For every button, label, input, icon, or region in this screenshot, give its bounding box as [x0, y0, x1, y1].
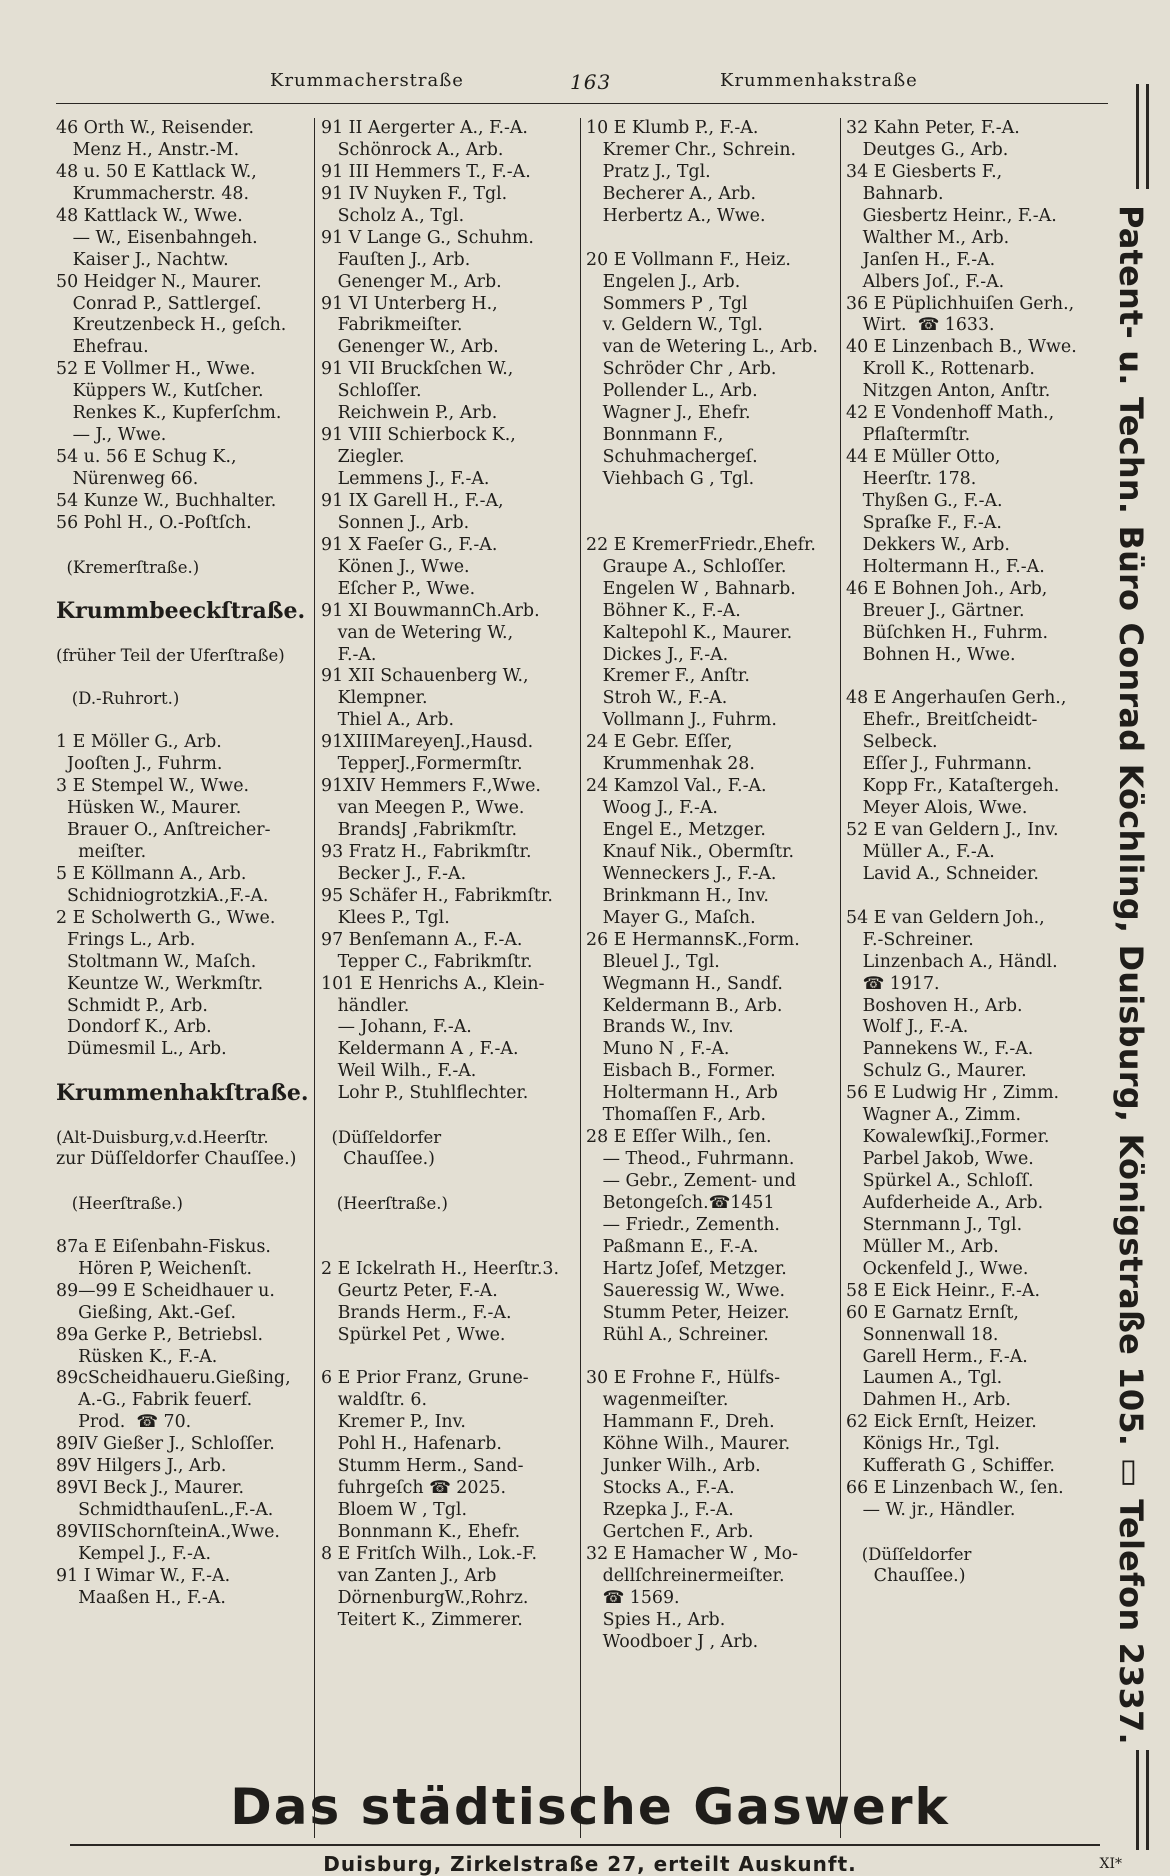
directory-entry: Ehefr., Breitſcheidt-: [846, 710, 1038, 731]
directory-entry: Klees P., Tgl.: [321, 907, 450, 928]
directory-entry: Janſen H., F.-A.: [846, 249, 996, 270]
directory-entry: 42 E Vondenhoff Math.,: [846, 403, 1055, 424]
directory-entry: Knauf Nik., Obermſtr.: [586, 841, 795, 862]
directory-entry: 6 E Prior Franz, Grune-: [321, 1368, 529, 1389]
directory-entry: Müller M., Arb.: [846, 1236, 999, 1257]
directory-entry: 54 Kunze W., Buchhalter.: [56, 490, 277, 511]
directory-entry: Kaiser J., Nachtw.: [56, 249, 229, 270]
directory-entry: [56, 1105, 310, 1127]
directory-entry: Bloem W , Tgl.: [321, 1500, 467, 1521]
directory-entry: fuhrgeſch ☎ 2025.: [321, 1478, 507, 1499]
directory-entry: [586, 1347, 842, 1369]
directory-entry: Kremer Chr., Schrein.: [586, 139, 797, 160]
directory-entry: Menz H., Anstr.-M.: [56, 139, 240, 160]
directory-entry: Rüsken K., F.-A.: [56, 1346, 218, 1367]
directory-entry: meiſter.: [56, 841, 147, 862]
directory-entry: Holtermann H., Arb: [586, 1083, 778, 1104]
directory-entry: Becherer A., Arb.: [586, 183, 757, 204]
directory-entry: Maaßen H., F.-A.: [56, 1587, 226, 1608]
column-1: [56, 118, 310, 1840]
directory-entry: Schuhmachergeſ.: [586, 447, 758, 468]
directory-entry: 89IV Gießer J., Schloſſer.: [56, 1434, 275, 1455]
footer-rule: [70, 1844, 1100, 1846]
directory-entry: 91 I Wimar W., F.-A.: [56, 1565, 231, 1586]
directory-entry: Thiel A., Arb.: [321, 710, 455, 731]
directory-entry: 89VIISchornſteinA.,Wwe.: [56, 1522, 280, 1542]
directory-entry: 60 E Garnatz Ernſt,: [846, 1302, 1019, 1323]
column-4: [846, 118, 1108, 1840]
directory-entry: Ehefrau.: [56, 337, 149, 358]
directory-entry: Dickes J., F.-A.: [586, 644, 729, 665]
sidebar-double-rule-top: [1136, 84, 1149, 189]
directory-entry: Dekkers W., Arb.: [846, 534, 1010, 555]
directory-entry: Müller A., F.-A.: [846, 841, 995, 862]
directory-entry: Büſchken H., Fuhrm.: [846, 622, 1049, 643]
directory-entry: van Zanten J., Arb: [321, 1565, 497, 1586]
directory-entry: Wirt. ☎ 1633.: [846, 315, 995, 336]
page-number: 163: [570, 70, 612, 94]
directory-entry: — Theod., Fuhrmann.: [586, 1149, 795, 1170]
directory-entry: Meyer Alois, Wwe.: [846, 798, 1028, 819]
directory-entry: Deutges G., Arb.: [846, 139, 1009, 160]
directory-entry: Keuntze W., Werkmſtr.: [56, 973, 264, 994]
directory-entry: Woodboer J , Arb.: [586, 1631, 759, 1652]
directory-entry: 48 Kattlack W., Wwe.: [56, 205, 243, 226]
directory-entry: Kufferath G , Schiffer.: [846, 1456, 1055, 1477]
directory-entry: Herbertz A., Wwe.: [586, 205, 766, 226]
directory-entry: Schröder Chr , Arb.: [586, 359, 777, 380]
directory-entry: 22 E KremerFriedr.,Ehefr.: [586, 534, 816, 555]
directory-entry: Hüsken W., Maurer.: [56, 798, 242, 819]
directory-entry: Albers Joſ., F.-A.: [846, 271, 1005, 292]
directory-entry: van Meegen P., Wwe.: [321, 798, 525, 819]
directory-entry: Bonnmann K., Ehefr.: [321, 1522, 521, 1542]
directory-entry: Nürenweg 66.: [56, 469, 199, 489]
directory-entry: händler.: [321, 995, 410, 1016]
directory-entry: 91XIV Hemmers F.,Wwe.: [321, 776, 541, 797]
directory-entry: Wegmann H., Sandf.: [586, 973, 783, 994]
directory-entry: Kopp Fr., Kataſtergeh.: [846, 776, 1060, 797]
directory-entry: Spürkel A., Schloſſ.: [846, 1171, 1034, 1191]
directory-entry: [586, 228, 842, 250]
directory-entry: Bahnarb.: [846, 183, 944, 204]
directory-entry: Lohr P., Stuhlflechter.: [321, 1083, 529, 1104]
directory-entry: — Johann, F.-A.: [321, 1017, 472, 1038]
directory-entry: Köhne Wilh., Maurer.: [586, 1434, 791, 1455]
directory-entry: Walther M., Arb.: [846, 227, 1010, 248]
directory-entry: Schloſſer.: [321, 381, 422, 402]
directory-entry: Mayer G., Maſch.: [586, 907, 756, 928]
directory-entry: Kempel J., F.-A.: [56, 1543, 211, 1564]
directory-entry: — W. jr., Händler.: [846, 1500, 1016, 1521]
directory-entry: Paßmann E., F.-A.: [586, 1236, 759, 1257]
directory-entry: BrandsJ ,Fabrikmſtr.: [321, 820, 517, 840]
directory-entry: Reichwein P., Arb.: [321, 403, 498, 424]
directory-entry: ☎ 1569.: [586, 1587, 680, 1608]
directory-entry: Rzepka J., F.-A.: [586, 1500, 734, 1521]
directory-entry: Rühl A., Schreiner.: [586, 1324, 769, 1345]
directory-entry: 56 E Ludwig Hr , Zimm.: [846, 1083, 1060, 1104]
directory-entry: 20 E Vollmann F., Heiz.: [586, 249, 791, 270]
directory-entry: [586, 491, 842, 513]
directory-entry: 89a Gerke P., Betriebsl.: [56, 1324, 264, 1345]
directory-entry: Krummacherstr. 48.: [56, 183, 250, 204]
directory-entry: 52 E van Geldern J., Inv.: [846, 820, 1059, 840]
directory-entry: Stocks A., F.-A.: [586, 1478, 735, 1499]
directory-entry: Sonnen J., Arb.: [321, 512, 470, 533]
directory-entry: Muno N , F.-A.: [586, 1039, 730, 1060]
directory-entry: SchidniogrotzkiA.,F.-A.: [56, 885, 269, 906]
directory-entry: Spraſke F., F.-A.: [846, 512, 1002, 533]
directory-entry: [56, 535, 310, 557]
directory-entry: Genenger M., Arb.: [321, 271, 502, 292]
directory-entry: 62 Eick Ernſt, Heizer.: [846, 1412, 1037, 1433]
directory-entry: Genenger W., Arb.: [321, 337, 499, 358]
directory-entry: F.-Schreiner.: [846, 929, 974, 950]
directory-entry: Brands Herm., F.-A.: [321, 1302, 512, 1323]
corner-mark: XI*: [1099, 1856, 1122, 1872]
directory-entry: 54 u. 56 E Schug K.,: [56, 447, 237, 468]
directory-entry: Tepper C., Fabrikmſtr.: [321, 951, 533, 972]
directory-entry: 97 Benſemann A., F.-A.: [321, 929, 523, 950]
directory-entry: Chauſſee.): [321, 1149, 435, 1170]
directory-entry: Hartz Joſef, Metzger.: [586, 1258, 787, 1279]
directory-entry: Küppers W., Kutſcher.: [56, 381, 264, 402]
directory-entry: Woog J., F.-A.: [586, 798, 718, 819]
directory-entry: Thyßen G., F.-A.: [846, 490, 1003, 511]
directory-entry: Wagner J., Ehefr.: [586, 403, 751, 424]
directory-entry: Teitert K., Zimmerer.: [321, 1609, 523, 1630]
footer-ad-subtitle: Duisburg, Zirkelstraße 27, erteilt Auskunft.: [323, 1852, 857, 1876]
directory-entry: 95 Schäfer H., Fabrikmſtr.: [321, 885, 553, 906]
directory-entry: Kremer F., Anſtr.: [586, 666, 750, 687]
directory-entry: waldſtr. 6.: [321, 1390, 428, 1411]
directory-entry: Fauſten J., Arb.: [321, 249, 471, 270]
directory-entry: 3 E Stempel W., Wwe.: [56, 776, 250, 797]
directory-entry: 10 E Klumb P., F.-A.: [586, 118, 759, 138]
directory-entry: Pollender L., Arb.: [586, 381, 758, 402]
directory-entry: Sternmann J., Tgl.: [846, 1214, 1023, 1235]
directory-entry: SchmidthauſenL.,F.-A.: [56, 1500, 274, 1521]
directory-entry: Jooſten J., Fuhrm.: [56, 754, 223, 775]
directory-entry: Spürkel Pet , Wwe.: [321, 1324, 506, 1345]
directory-entry: 8 E Fritſch Wilh., Lok.-F.: [321, 1543, 537, 1564]
directory-entry: [321, 1171, 577, 1193]
directory-entry: Pannekens W., F.-A.: [846, 1039, 1034, 1060]
directory-entry: 91 IX Garell H., F.-A,: [321, 490, 504, 511]
directory-entry: Stumm Herm., Sand-: [321, 1456, 524, 1477]
directory-entry: 36 E Püplichhuiſen Gerh.,: [846, 293, 1075, 314]
directory-entry: Junker Wilh., Arb.: [586, 1456, 761, 1477]
street-note: (Düſſeldorfer: [846, 1544, 972, 1564]
directory-entry: 32 Kahn Peter, F.-A.: [846, 118, 1020, 138]
directory-entry: Schulz G., Maurer.: [846, 1061, 1027, 1082]
directory-entry: DörnenburgW.,Rohrz.: [321, 1587, 529, 1608]
directory-entry: Bleuel J., Tgl.: [586, 951, 720, 972]
directory-entry: 91XIIIMareyenJ.,Hausd.: [321, 732, 534, 753]
directory-entry: Wenneckers J., F.-A.: [586, 863, 777, 884]
header-rule: [56, 103, 1108, 104]
directory-entry: KowalewſkiJ.,Former.: [846, 1127, 1050, 1148]
directory-entry: Böhner K., F.-A.: [586, 600, 741, 621]
directory-entry: 44 E Müller Otto,: [846, 447, 1001, 468]
directory-entry: Breuer J., Gärtner.: [846, 600, 1025, 621]
directory-entry: [56, 1215, 310, 1237]
header-right: Krummenhakstraße: [720, 70, 918, 91]
directory-entry: A.-G., Fabrik feuerf.: [56, 1390, 253, 1411]
directory-entry: Brinkmann H., Inv.: [586, 885, 769, 906]
directory-entry: zur Düſſeldorfer Chauſſee.): [56, 1149, 297, 1170]
directory-entry: 46 E Bohnen Joh., Arb,: [846, 578, 1048, 599]
street-note: (Alt-Duisburg,v.d.Heerſtr.: [56, 1128, 269, 1148]
header-left: Krummacherstraße: [270, 70, 464, 91]
directory-entry: Pratz J., Tgl.: [586, 161, 711, 182]
directory-entry: 66 E Linzenbach W., ſen.: [846, 1478, 1064, 1499]
directory-entry: [321, 1347, 577, 1369]
directory-entry: Dondorf K., Arb.: [56, 1017, 212, 1038]
directory-entry: [586, 513, 842, 535]
directory-entry: Ockenfeld J., Wwe.: [846, 1258, 1029, 1279]
directory-entry: Engel E., Metzger.: [586, 820, 766, 840]
directory-entry: Hammann F., Dreh.: [586, 1412, 775, 1433]
directory-entry: Eſcher P., Wwe.: [321, 578, 476, 599]
directory-entry: Hören P, Weichenſt.: [56, 1258, 253, 1279]
directory-entry: Weil Wilh., F.-A.: [321, 1061, 477, 1082]
directory-entry: 91 II Aergerter A., F.-A.: [321, 118, 528, 138]
directory-entry: 91 VIII Schierbock K.,: [321, 425, 516, 446]
directory-entry: Stoltmann W., Maſch.: [56, 951, 257, 972]
directory-entry: 48 u. 50 E Kattlack W.,: [56, 161, 257, 182]
directory-entry: [321, 1215, 577, 1237]
directory-entry: Kremer P., Inv.: [321, 1412, 466, 1433]
street-note: (früher Teil der Uferſtraße): [56, 645, 285, 665]
directory-entry: Frings L., Arb.: [56, 929, 196, 950]
directory-entry: Chauſſee.): [846, 1565, 966, 1586]
directory-entry: 24 Kamzol Val., F.-A.: [586, 776, 767, 797]
directory-entry: Scholz A., Tgl.: [321, 205, 465, 226]
directory-entry: Keldermann A , F.-A.: [321, 1039, 519, 1060]
directory-entry: 89V Hilgers J., Arb.: [56, 1456, 227, 1477]
directory-entry: Fabrikmeiſter.: [321, 315, 463, 336]
directory-entry: Giesbertz Heinr., F.-A.: [846, 205, 1057, 226]
directory-entry: Klempner.: [321, 688, 428, 709]
directory-entry: Wolf J., F.-A.: [846, 1017, 969, 1038]
directory-entry: Heerſtr. 178.: [846, 469, 977, 489]
directory-entry: wagenmeiſter.: [586, 1390, 729, 1411]
directory-entry: 87a E Eiſenbahn-Fiskus.: [56, 1236, 271, 1257]
directory-entry: [56, 666, 310, 688]
directory-entry: ☎ 1917.: [846, 973, 940, 994]
directory-entry: Pohl H., Hafenarb.: [321, 1434, 502, 1455]
directory-entry: Sommers P , Tgl: [586, 293, 748, 314]
directory-entry: Aufderheide A., Arb.: [846, 1192, 1044, 1213]
directory-entry: Dümesmil L., Arb.: [56, 1039, 227, 1060]
directory-entry: Brauer O., Anſtreicher-: [56, 820, 271, 840]
directory-entry: Garell Herm., F.-A.: [846, 1346, 1028, 1367]
directory-entry: — Gebr., Zement- und: [586, 1171, 797, 1191]
directory-entry: 32 E Hamacher W , Mo-: [586, 1543, 798, 1564]
directory-entry: Engelen J., Arb.: [586, 271, 741, 292]
directory-entry: [846, 1522, 1108, 1544]
directory-entry: 30 E Frohne F., Hülfs-: [586, 1368, 781, 1389]
directory-entry: [846, 666, 1108, 688]
sidebar-advertisement: Patent- u. Techn. Büro Conrad Köchling, Duisburg, Königstraße 105. ▭ Telefon 2337.: [1112, 205, 1150, 1745]
directory-entry: 91 XI BouwmannCh.Arb.: [321, 600, 540, 621]
directory-entry: Betongeſch.☎1451: [586, 1192, 775, 1213]
directory-entry: 93 Fratz H., Fabrikmſtr.: [321, 841, 532, 862]
directory-entry: Königs Hr., Tgl.: [846, 1434, 1000, 1455]
directory-entry: Prod. ☎ 70.: [56, 1412, 192, 1433]
directory-entry: F.-A.: [321, 644, 377, 665]
directory-entry: 91 V Lange G., Schuhm.: [321, 227, 534, 248]
directory-entry: 5 E Köllmann A., Arb.: [56, 863, 247, 884]
directory-entry: 91 XII Schauenberg W.,: [321, 666, 529, 687]
directory-entry: 24 E Gebr. Eſſer,: [586, 732, 733, 753]
directory-entry: [846, 886, 1108, 908]
directory-entry: [56, 1171, 310, 1193]
street-heading: Krummbeeckſtraße.: [56, 597, 306, 624]
directory-entry: van de Wetering L., Arb.: [586, 337, 818, 358]
directory-entry: Vollmann J., Fuhrm.: [586, 710, 777, 731]
column-divider: [840, 118, 841, 1838]
sidebar-double-rule-bottom: [1136, 1750, 1149, 1850]
street-note: (Kremerſtraße.): [56, 557, 200, 577]
directory-entry: Becker J., F.-A.: [321, 863, 467, 884]
footer-ad-title: Das städtische Gaswerk: [230, 1778, 950, 1836]
directory-entry: 91 VII Bruckſchen W.,: [321, 359, 514, 380]
directory-entry: Nitzgen Anton, Anſtr.: [846, 381, 1051, 402]
directory-entry: Renkes K., Kupferſchm.: [56, 403, 282, 424]
directory-entry: Lavid A., Schneider.: [846, 863, 1039, 884]
directory-entry: [56, 710, 310, 732]
directory-entry: Krummenhak 28.: [586, 754, 755, 775]
directory-entry: Könen J., Wwe.: [321, 556, 470, 577]
directory-entry: [321, 1237, 577, 1259]
directory-entry: Gießing, Akt.-Geſ.: [56, 1302, 237, 1323]
directory-entry: Dahmen H., Arb.: [846, 1390, 1011, 1411]
directory-entry: Graupe A., Schloſſer.: [586, 556, 787, 577]
directory-entry: — W., Eisenbahngeh.: [56, 227, 258, 248]
directory-entry: Boshoven H., Arb.: [846, 995, 1023, 1016]
directory-entry: Spies H., Arb.: [586, 1609, 726, 1630]
directory-entry: Holtermann H., F.-A.: [846, 556, 1045, 577]
directory-entry: — J., Wwe.: [56, 425, 167, 446]
directory-entry: 46 Orth W., Reisender.: [56, 118, 255, 138]
directory-entry: Schmidt P., Arb.: [56, 995, 208, 1016]
directory-entry: Bohnen H., Wwe.: [846, 644, 1016, 665]
column-3: [586, 118, 842, 1840]
directory-entry: 40 E Linzenbach B., Wwe.: [846, 337, 1077, 358]
directory-entry: Lemmens J., F.-A.: [321, 469, 490, 489]
directory-entry: TepperJ.,Formermſtr.: [321, 754, 523, 775]
directory-entry: Bonnmann F.,: [586, 425, 724, 446]
directory-entry: 89VI Beck J., Maurer.: [56, 1478, 245, 1499]
directory-entry: 91 X Faeſer G., F.-A.: [321, 534, 498, 555]
directory-entry: Thomaſſen F., Arb.: [586, 1105, 767, 1126]
directory-entry: — Friedr., Zementh.: [586, 1214, 780, 1235]
directory-entry: Kaltepohl K., Maurer.: [586, 622, 793, 643]
directory-entry: Eſſer J., Fuhrmann.: [846, 754, 1033, 775]
directory-entry: 2 E Ickelrath H., Heerſtr.3.: [321, 1258, 559, 1279]
directory-entry: Selbeck.: [846, 732, 938, 753]
directory-entry: Viehbach G , Tgl.: [586, 469, 755, 489]
directory-entry: van de Wetering W.,: [321, 622, 514, 643]
street-note: (Heerſtraße.): [56, 1193, 183, 1213]
directory-entry: Brands W., Inv.: [586, 1017, 734, 1038]
directory-entry: 91 III Hemmers T., F.-A.: [321, 161, 531, 182]
directory-entry: Conrad P., Sattlergeſ.: [56, 293, 262, 314]
directory-entry: Pflaſtermſtr.: [846, 425, 971, 446]
directory-entry: 52 E Vollmer H., Wwe.: [56, 359, 256, 380]
directory-entry: Engelen W , Bahnarb.: [586, 578, 796, 599]
column-2: [321, 118, 577, 1840]
directory-entry: Geurtz Peter, F.-A.: [321, 1280, 498, 1301]
directory-entry: Wagner A., Zimm.: [846, 1105, 1022, 1126]
directory-entry: 48 E Angerhauſen Gerh.,: [846, 688, 1067, 709]
directory-entry: Linzenbach A., Händl.: [846, 951, 1058, 972]
directory-entry: Kreutzenbeck H., geſch.: [56, 315, 287, 336]
directory-entry: 28 E Eſſer Wilh., ſen.: [586, 1127, 772, 1148]
street-note: (Düſſeldorfer: [321, 1128, 442, 1148]
street-heading: Krummenhakſtraße.: [56, 1080, 309, 1107]
directory-entry: Keldermann B., Arb.: [586, 995, 783, 1016]
directory-entry: Stroh W., F.-A.: [586, 688, 728, 709]
directory-entry: Parbel Jakob, Wwe.: [846, 1149, 1034, 1170]
street-note: (D.-Ruhrort.): [56, 689, 180, 709]
directory-entry: Schönrock A., Arb.: [321, 139, 504, 160]
directory-entry: 50 Heidger N., Maurer.: [56, 271, 262, 292]
directory-entry: Ziegler.: [321, 447, 405, 468]
directory-entry: Eisbach B., Former.: [586, 1061, 776, 1082]
directory-entry: 1 E Möller G., Arb.: [56, 732, 222, 753]
directory-entry: 89cScheidhaueru.Gießing,: [56, 1368, 291, 1389]
directory-entry: 26 E HermannsK.,Form.: [586, 929, 800, 950]
column-divider: [314, 118, 315, 1838]
directory-entry: 58 E Eick Heinr., F.-A.: [846, 1280, 1040, 1301]
directory-entry: 101 E Henrichs A., Klein-: [321, 973, 545, 994]
directory-entry: 56 Pohl H., O.-Poſtſch.: [56, 512, 252, 533]
directory-entry: 91 IV Nuyken F., Tgl.: [321, 183, 508, 204]
directory-entry: 2 E Scholwerth G., Wwe.: [56, 907, 276, 928]
directory-entry: Kroll K., Rottenarb.: [846, 359, 1035, 380]
column-divider: [580, 118, 581, 1838]
directory-entry: v. Geldern W., Tgl.: [586, 315, 763, 336]
directory-entry: Gertchen F., Arb.: [586, 1522, 754, 1542]
directory-entry: 34 E Giesberts F.,: [846, 161, 1003, 182]
directory-entry: [321, 1105, 577, 1127]
directory-entry: 54 E van Geldern Joh.,: [846, 907, 1045, 928]
directory-entry: Laumen A., Tgl.: [846, 1368, 1003, 1389]
directory-entry: Stumm Peter, Heizer.: [586, 1302, 790, 1323]
directory-entry: 89—99 E Scheidhauer u.: [56, 1280, 275, 1301]
directory-entry: Saueressig W., Wwe.: [586, 1280, 786, 1301]
directory-entry: Sonnenwall 18.: [846, 1324, 999, 1345]
directory-entry: dellſchreinermeiſter.: [586, 1565, 785, 1586]
directory-entry: [56, 623, 310, 645]
street-note: (Heerſtraße.): [321, 1193, 448, 1213]
directory-entry: 91 VI Unterberg H.,: [321, 293, 498, 314]
